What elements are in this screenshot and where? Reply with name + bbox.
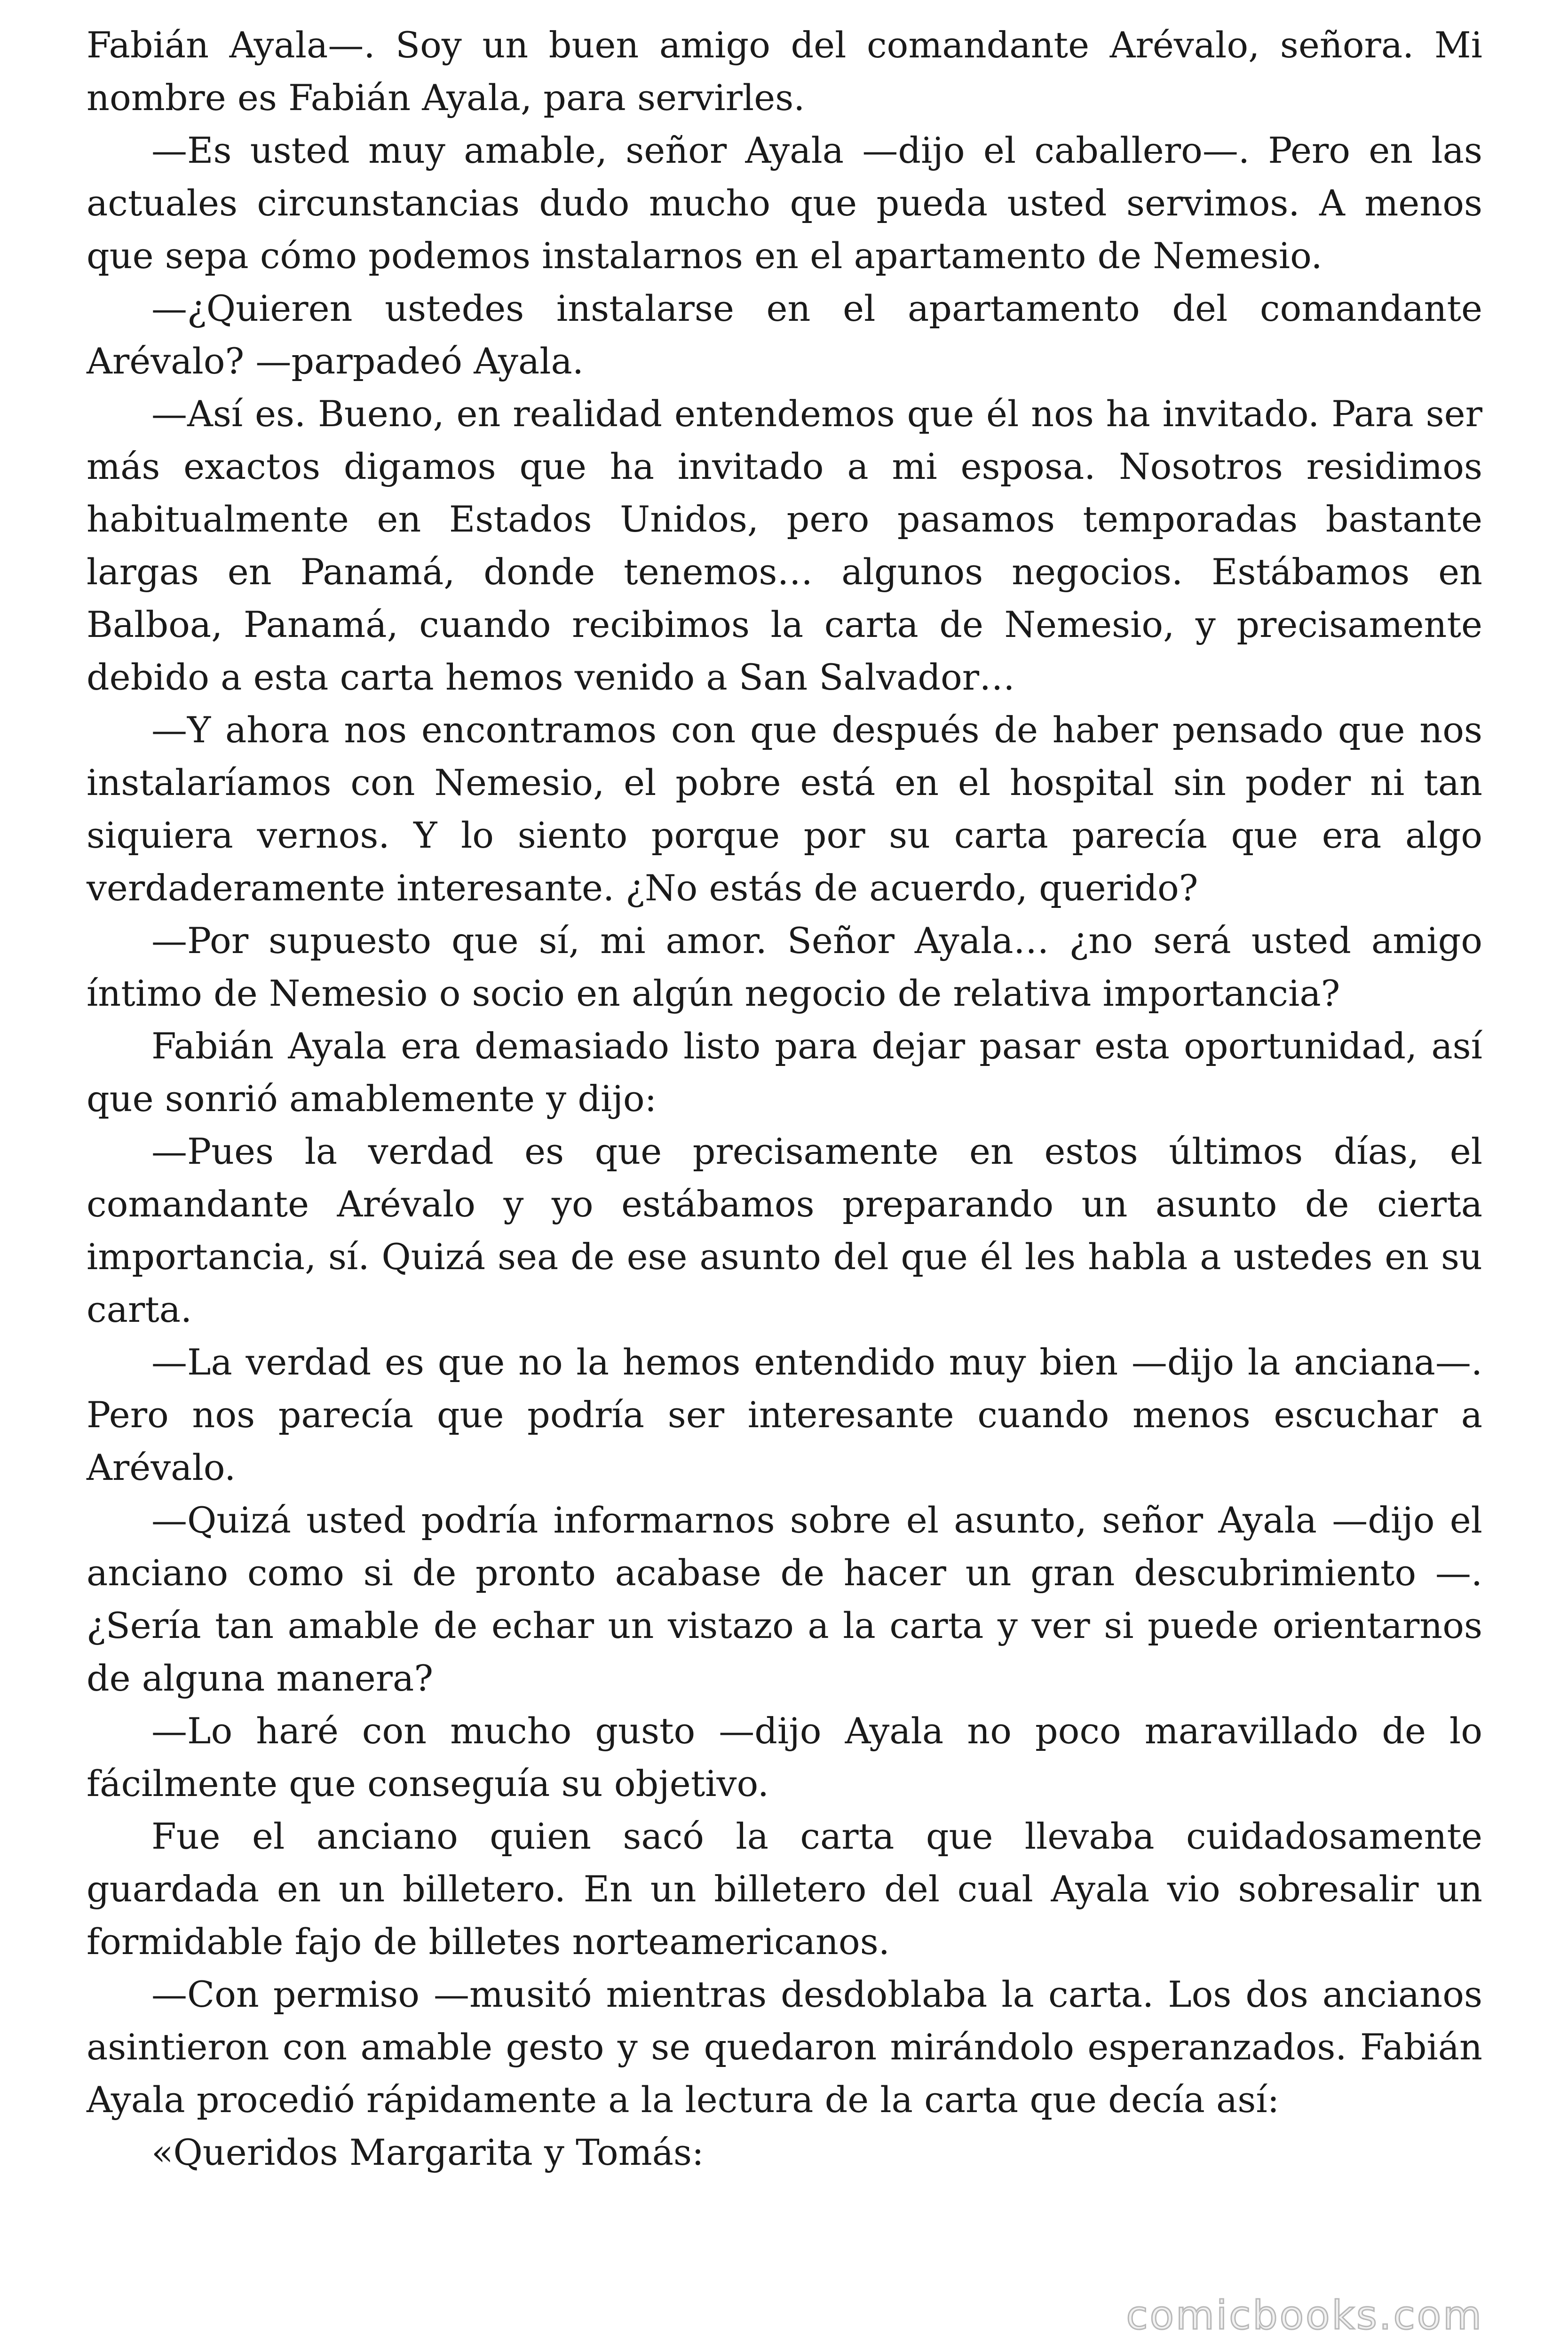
paragraph-3: —¿Quieren ustedes instalarse en el apartamento del comandante Arévalo? —parpadeó Ayala.	[87, 287, 1482, 382]
paragraph-12: Fue el anciano quien sacó la carta que llevaba cuidadosamente guardada en un billetero. En un billetero del cual Ayala vio sobresalir un formidable fajo de billetes norteamericanos.	[87, 1815, 1482, 1963]
watermark-logo: comicbooks.com	[1126, 2292, 1483, 2338]
paragraph-7: Fabián Ayala era demasiado listo para dejar pasar esta oportunidad, así que sonrió amablemente y dijo:	[87, 1025, 1482, 1120]
paragraph-2: —Es usted muy amable, señor Ayala —dijo el caballero—. Pero en las actuales circunstancias dudo mucho que pueda usted servimos. A menos que sepa cómo podemos instalarnos en el apartamento de Nemesio.	[87, 129, 1482, 277]
paragraph-13: —Con permiso —musitó mientras desdoblaba la carta. Los dos ancianos asintieron con amable gesto y se quedaron mirándolo esperanzados. Fabián Ayala procedió rápidamente a la lectura de la carta que decía así:	[87, 1973, 1482, 2121]
paragraph-14: «Queridos Margarita y Tomás:	[151, 2131, 704, 2173]
paragraph-8: —Pues la verdad es que precisamente en estos últimos días, el comandante Arévalo y yo estábamos preparando un asunto de cierta importancia, sí. Quizá sea de ese asunto del que él les habla a ustedes en su carta.	[87, 1130, 1482, 1330]
paragraph-1: Fabián Ayala—. Soy un buen amigo del comandante Arévalo, señora. Mi nombre es Fabián Ayala, para servirles.	[87, 24, 1482, 119]
paragraph-4: —Así es. Bueno, en realidad entendemos que él nos ha invitado. Para ser más exactos digamos que ha invitado a mi esposa. Nosotros residimos habitualmente en Estados Unidos, pero pasamos temporadas bastante largas en Panamá, donde tenemos… algunos negocios. Estábamos en Balboa, Panamá, cuando recibimos la carta de Nemesio, y precisamente debido a esta carta hemos venido a San Salvador…	[87, 393, 1482, 698]
paragraph-5: —Y ahora nos encontramos con que después de haber pensado que nos instalaríamos con Nemesio, el pobre está en el hospital sin poder ni tan siquiera vernos. Y lo siento porque por su carta parecía que era algo verdaderamente interesante. ¿No estás de acuerdo, querido?	[87, 709, 1482, 909]
paragraph-6: —Por supuesto que sí, mi amor. Señor Ayala… ¿no será usted amigo íntimo de Nemesio o socio en algún negocio de relativa importancia?	[87, 920, 1482, 1014]
paragraph-10: —Quizá usted podría informarnos sobre el asunto, señor Ayala —dijo el anciano como si de pronto acabase de hacer un gran descubrimiento —. ¿Sería tan amable de echar un vistazo a la carta y ver si puede orientarnos de alguna manera?	[87, 1499, 1482, 1699]
paragraph-11: —Lo haré con mucho gusto —dijo Ayala no poco maravillado de lo fácilmente que conseguía su objetivo.	[87, 1710, 1482, 1804]
book-page-text	[87, 19, 1482, 2179]
paragraph-9: —La verdad es que no la hemos entendido muy bien —dijo la anciana—. Pero nos parecía que podría ser interesante cuando menos escuchar a Arévalo.	[87, 1341, 1482, 1488]
